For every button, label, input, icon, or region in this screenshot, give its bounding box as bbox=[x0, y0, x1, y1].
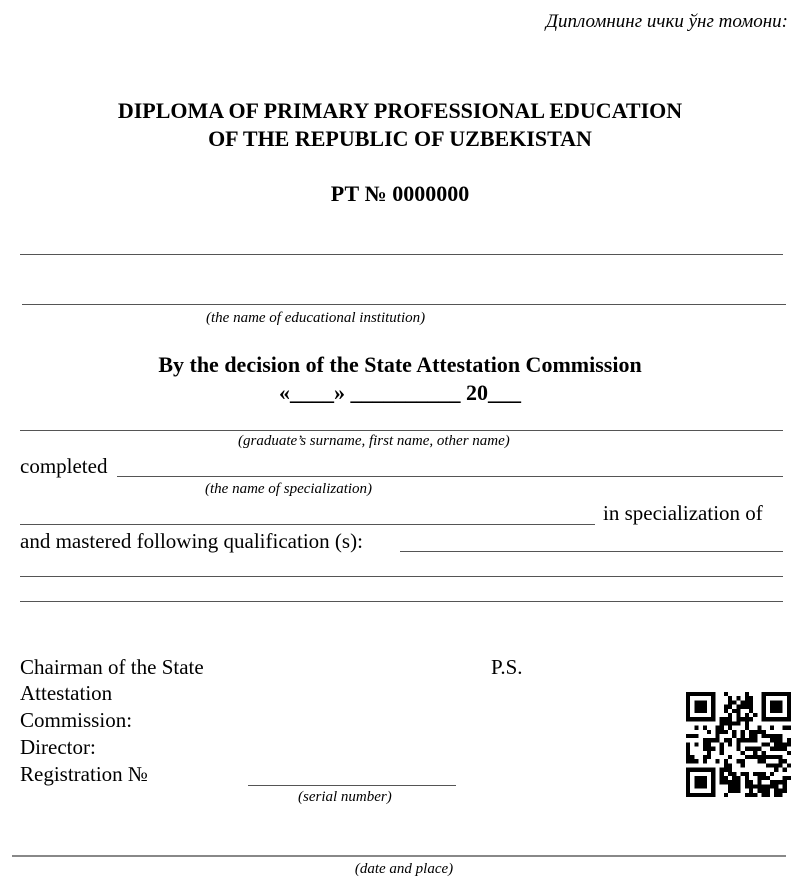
decision-heading: By the decision of the State Attestation Commission bbox=[158, 352, 642, 377]
completed-label: completed bbox=[20, 454, 108, 478]
registration-label: Registration № bbox=[20, 762, 148, 786]
in-specialization-label: in specialization of bbox=[603, 501, 763, 525]
title-line-2: OF THE REPUBLIC OF UZBEKISTAN bbox=[208, 126, 592, 151]
ps-label: P.S. bbox=[491, 655, 523, 679]
header-note: Дипломнинг ички ўнг томони: bbox=[545, 11, 788, 32]
qr-code-icon bbox=[686, 692, 791, 797]
signature-attestation: Attestation bbox=[20, 681, 113, 705]
specialization-line bbox=[20, 524, 595, 525]
diploma-serial: РТ № 0000000 bbox=[330, 181, 470, 206]
title-line-1: DIPLOMA OF PRIMARY PROFESSIONAL EDUCATION bbox=[117, 98, 683, 123]
caption-institution: (the name of educational institution) bbox=[206, 310, 426, 326]
caption-graduate: (graduate’s surname, first name, other name) bbox=[238, 433, 510, 449]
caption-specialization: (the name of specialization) bbox=[205, 481, 373, 497]
qualification-line bbox=[400, 551, 783, 552]
signature-commission: Commission: bbox=[20, 708, 133, 732]
signature-director: Director: bbox=[20, 735, 96, 759]
completed-line bbox=[117, 476, 783, 477]
institution-line-1 bbox=[20, 254, 783, 255]
mastered-label: and mastered following qualification (s): bbox=[20, 529, 363, 553]
caption-serial-number: (serial number) bbox=[298, 789, 392, 805]
caption-date-place: (date and place) bbox=[354, 861, 454, 877]
serial-number-line bbox=[248, 785, 456, 786]
graduate-name-line bbox=[20, 430, 783, 431]
institution-line-2 bbox=[22, 304, 786, 305]
qualification-line-2 bbox=[20, 576, 783, 577]
date-place-line bbox=[12, 855, 786, 857]
decision-date: «____» __________ 20___ bbox=[279, 380, 521, 405]
qualification-line-3 bbox=[20, 601, 783, 602]
signature-chairman: Chairman of the State bbox=[20, 655, 204, 679]
